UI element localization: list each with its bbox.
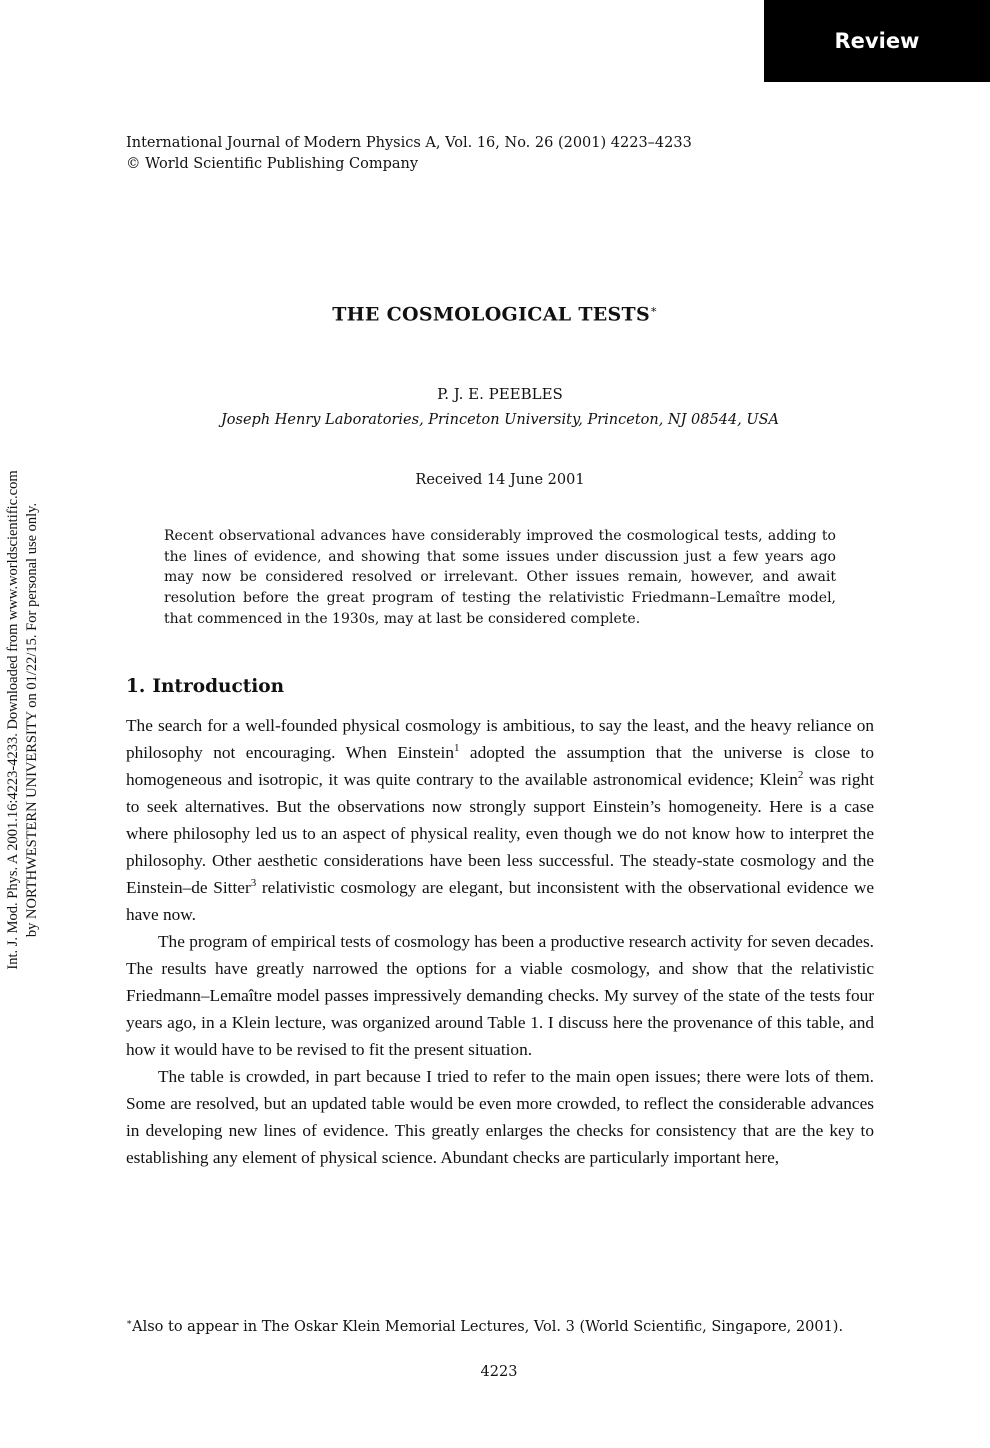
section-title: Introduction [152,676,285,697]
download-notice [4,430,42,1010]
footnote-mark: ∗ [126,1318,133,1328]
reference-marker[interactable]: 2 [797,769,804,782]
paragraph-3: The table is crowded, in part because I tried to refer to the main open issues; there were lots of them. Some are resolved, but an updated table would be even more crowded, to reflect the considerable advances in developing new lines of evidence. This greatly enlarges the checks for consistency that are the key to establishing any element of physical science. Abundant checks are particularly important here, [126,1067,874,1167]
paragraph-1-part-b: adopted the assumption that the universe is close to homogeneous and isotropic, it was quite contrary to the available astronomical evidence; Klein [126,743,874,789]
footnote [126,1318,843,1335]
body-text [126,712,874,1171]
paragraph-2: The program of empirical tests of cosmology has been a productive research activity for seven decades. The results have greatly narrowed the options for a viable cosmology, and show that the relativistic Friedmann–Lemaître model passes impressively demanding checks. My survey of the state of the tests four years ago, in a Klein lecture, was organized around Table 1. I discuss here the provenance of this table, and how it would have to be revised to fit the present situation. [126,932,874,1059]
title-footnote-mark: ∗ [650,303,658,316]
paragraph-1-part-c: was right to seek alternatives. But the observations now strongly support Einstein’s homogeneity. Here is a case where philosophy led us to an aspect of physical reality, even though we do not know how to interpret the philosophy. Other aesthetic considerations have been less successful. The steady-state cosmology and the Einstein–de Sitter [126,770,874,897]
review-label: Review [834,29,920,53]
received-date: Received 14 June 2001 [415,472,585,488]
review-tab [764,0,990,82]
footnote-text: Also to appear in The Oskar Klein Memorial Lectures, Vol. 3 (World Scientific, Singapore, 2001). [132,1318,844,1335]
journal-publisher: © World Scientific Publishing Company [126,156,419,172]
reference-marker[interactable]: 3 [250,877,257,890]
reference-marker[interactable]: 1 [453,742,460,755]
page-number: 4223 [480,1364,518,1380]
paper-title-text: THE COSMOLOGICAL TESTS [332,303,651,326]
download-notice-line1: Int. J. Mod. Phys. A 2001.16:4223-4233. Downloaded from www.worldscientific.com [5,470,21,970]
abstract: Recent observational advances have considerably improved the cosmological tests, adding to the lines of evidence, and showing that some issues under discussion just a few years ago may now be considered resolved or irrelevant. Other issues remain, however, and await resolution before the great program of testing the relativistic Friedmann–Lemaître model, that commenced in the 1930s, may at last be considered complete. [164,528,836,627]
section-number: 1. [126,676,146,697]
paragraph-1-part-a: The search for a well-founded physical cosmology is ambitious, to say the least, and the heavy reliance on philosophy not encouraging. When Einstein [126,716,874,762]
paragraph-1-part-d: relativistic cosmology are elegant, but inconsistent with the observational evidence we have now. [126,878,874,924]
paragraph-1 [126,712,874,928]
author-affiliation: Joseph Henry Laboratories, Princeton University, Princeton, NJ 08544, USA [220,412,780,428]
journal-info [126,133,692,175]
paper-title [0,303,990,325]
section-heading [126,676,284,697]
author-name: P. J. E. PEEBLES [437,385,563,403]
download-notice-line2: by NORTHWESTERN UNIVERSITY on 01/22/15. For personal use only. [24,502,40,938]
journal-citation: International Journal of Modern Physics A, Vol. 16, No. 26 (2001) 4223–4233 [126,135,692,151]
